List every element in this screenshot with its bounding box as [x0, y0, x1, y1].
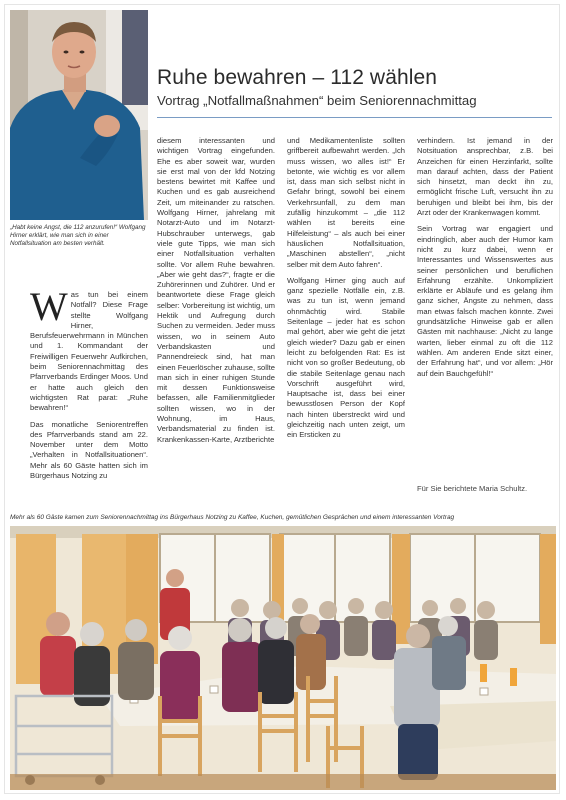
column-paragraph: Wolfgang Hirner ging auch auf ganz spezielle Notfälle ein, z.B. was zu tun ist, wenn jemand ohnmächtig wird. Stabile Seitenlage – jeder hat es schon mal gehört, aber wie geht die jetzt gleich wieder? Dazu gab er einen leicht zu befolgenden Rat: Es ist nicht von so großer Bedeutung, ob die stabile Seitenlage genau nach Vorschrift ausgeführt wird, Hauptsache ist, dass bei einer bewusstlosen Person der Kopf nach hinten überstreckt wird und gleichzeitig nach unten zeigt, um ein Ersticken zu: [287, 275, 405, 440]
group-photo: [10, 526, 556, 790]
title-rule: [157, 117, 552, 118]
column-paragraph: und Medikamentenliste sollten griffbereit aufbewahrt werden. „Ich muss wissen, wo alles ist!“ Er betonte, wie wichtig es vor allem ist, dass man sich selbst nicht in Gefahr bringt, sowohl bei einem Verkehrsunfall, zu dem man zufällig hinzukommt – „die 112 wählen ist bereits eine Hilfeleistung“ – als auch bei einer häuslichen Notfallsituation, „Maschinen abstellen“, „nicht selber mit dem Auto fahren“.: [287, 136, 405, 269]
byline: Für Sie berichtete Maria Schultz.: [417, 484, 528, 493]
headline-block: [157, 66, 552, 109]
text-column-2: [157, 136, 275, 451]
column-paragraph: diesem interessanten und wichtigen Vortrag eingefunden. Ehe es aber soweit war, wurden sie erst mal von der kfd Notzing bestens bewirtet mit Kaffee und Kuchen und es gab ausreichend Zeit, um miteinander zu ratschen. Wolfgang Hirner, jahrelang mit Notarzt-Auto und im Notarzt-Hubschrauber unterwegs, gab viele gute Tipps, wie man sich einer Notfallsituation verhalten sollte. Vor allem Ruhe bewahren. „Aber wie geht das?“, fragte er die Zuhörerinnen und Zuhörer. Und er beantwortete diese Frage gleich selber: Vorbereitung ist wichtig, um Hektik und Aufregung durch Suchen zu vermeiden. Jeder muss wissen, wo in seinem Auto Verbandskasten und Pannendreieck sind, hat man einen Feuerlöscher zuhause, sollte man sich in einer ruhigen Stunde mit dessen Funktionsweise befassen, alle Familienmitglieder sollten wissen, wo in der Wohnung, im Haus, Verbandsmaterial zu finden ist. Krankenkassen-Karte, Arztberichte: [157, 136, 275, 444]
speaker-photo: [10, 10, 148, 220]
text-column-4: [417, 136, 553, 385]
column-paragraph: Sein Vortrag war engagiert und eindringlich, aber auch der Humor kam nicht zu kurz dabei, wenn er Interessantes und Wissenswertes aus seiner persönlichen und beruflichen Erfahrung erzählte. Unkompliziert erklärte er Abläufe und es gelang ihm ganz sicher, Ängste zu nehmen, dass man etwas falsch machen könnte. Zwei grundsätzliche Hinweise gab er allen Gästen mit nachhause: „Nicht zu lange warten, lieber einmal zu oft die 112 wählen. Am anderen Ende sitzt einer, der Erfahrung hat“, und vor allem: „Hör auf dein Bauchgefühl!“: [417, 224, 553, 378]
text-column-3: [287, 136, 405, 447]
drop-cap: W: [30, 284, 68, 329]
column-paragraph: verhindern. Ist jemand in der Notsituation ansprechbar, z.B. bei Anzeichen für einen Herzinfarkt, sollte man darauf achten, dass der Patient sich hinsetzt, man deckt ihn zu, ermöglicht frische Luft, versucht ihn zu beruhigen und bleibt bei ihm, bis der Arzt oder der Krankenwagen kommt.: [417, 136, 553, 218]
column-paragraph: Was tun bei einem Notfall? Diese Frage stellte Wolfgang Hirner, Berufsfeuerwehrmann in München und 1. Kommandant der Freiwilligen Feuerwehr Aufkirchen, beim Seniorennachmittag des Pfarrverbands Erdinger Moos. Und er hatte auch gleich den wichtigsten Rat parat: „Ruhe bewahren!“: [30, 284, 148, 413]
column-paragraph: Das monatliche Seniorentreffen des Pfarrverbands stand am 22. November unter dem Motto „Verhalten in Notfallsituationen“. Mehr als 60 Gäste hatten sich im Bürgerhaus Notzing zu: [30, 419, 148, 481]
article-subtitle: Vortrag „Notfallmaßnahmen“ beim Seniorennachmittag: [157, 93, 477, 108]
article-title: Ruhe bewahren – 112 wählen: [157, 66, 438, 89]
text-column-1: [30, 284, 148, 487]
group-photo-caption: Mehr als 60 Gäste kamen zum Seniorennachmittag ins Bürgerhaus Notzing zu Kaffee, Kuchen, gemütlichen Gesprächen und einem interessanten Vortrag: [10, 514, 455, 521]
speaker-photo-caption: „Habt keine Angst, die 112 anzurufen!“ Wolfgang Hirner erklärt, wie man sich in einer Notfallsituation am besten verhält.: [10, 224, 146, 248]
